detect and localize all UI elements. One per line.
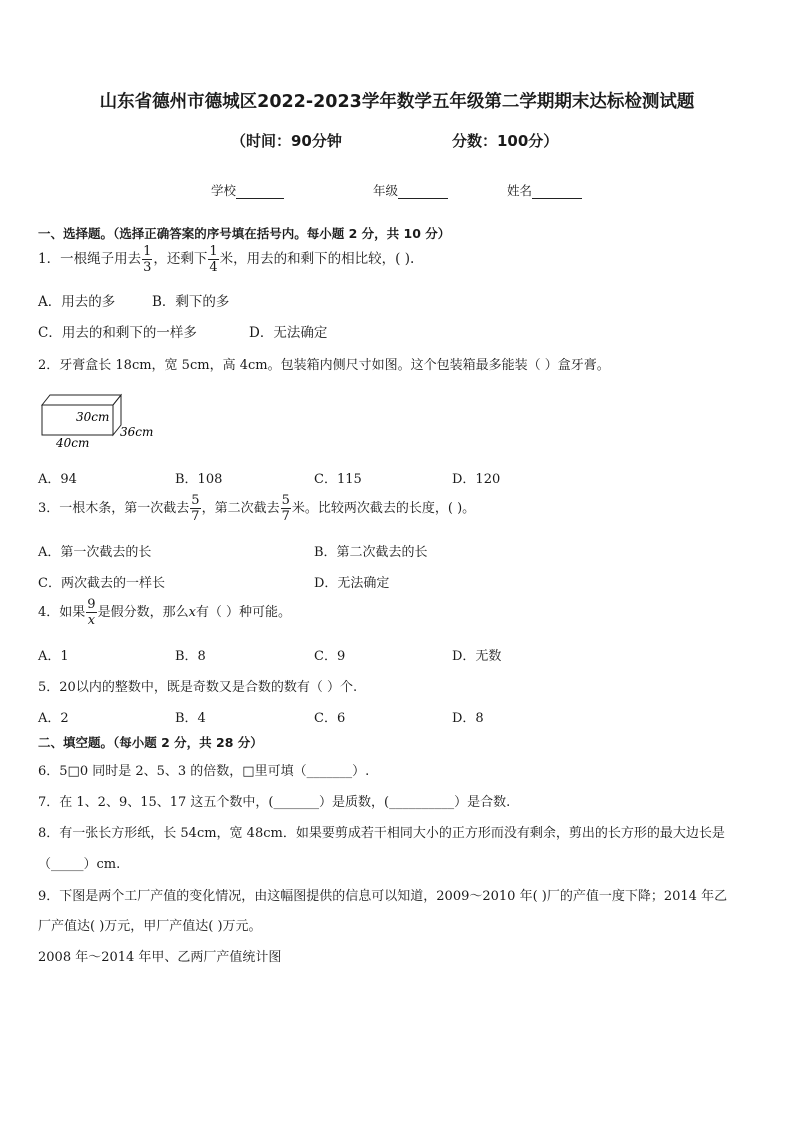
q3-fraction-1 xyxy=(190,494,200,523)
grade-blank xyxy=(398,185,448,199)
q4-frac-num: 9 xyxy=(87,597,96,612)
q4-option-b: B．8 xyxy=(175,649,206,664)
q4-variable: x xyxy=(188,605,196,620)
q3-fraction-2 xyxy=(281,494,291,523)
school-field xyxy=(211,181,284,199)
question-2: 2．牙膏盒长 18cm，宽 5cm，高 4cm。包装箱内侧尺寸如图。这个包装箱最多能装（ ）盒牙膏。 xyxy=(38,358,610,373)
q1-text-part1: 1．一根绳子用去 xyxy=(38,251,142,267)
section1-heading: 一、选择题。（选择正确答案的序号填在括号内。每小题 2 分，共 10 分） xyxy=(38,226,451,241)
q5-option-a: A．2 xyxy=(38,711,69,726)
q3-text-part2: ，第二次截去 xyxy=(201,501,280,516)
q3-frac1-den: 7 xyxy=(191,509,200,524)
q1-frac1-den: 3 xyxy=(143,260,152,275)
q3-option-a: A．第一次截去的长 xyxy=(38,545,152,560)
chart-caption: 2008 年～2014 年甲、乙两厂产值统计图 xyxy=(38,950,282,965)
q1-option-b: B．剩下的多 xyxy=(152,294,230,310)
q1-frac2-num: 1 xyxy=(209,244,218,259)
q1-fraction-1 xyxy=(142,245,152,274)
question-7: 7．在 1、2、9、15、17 这五个数中，(_______）是质数，(__________）是合数. xyxy=(38,795,511,810)
school-blank xyxy=(236,185,284,199)
question-3 xyxy=(38,494,475,523)
q3-frac2-num: 5 xyxy=(281,493,290,508)
question-5: 5．20以内的整数中，既是奇数又是合数的数有（ ）个. xyxy=(38,680,358,695)
q4-frac-den: x xyxy=(87,613,96,628)
q1-fraction-2 xyxy=(208,245,218,274)
q3-option-c: C．两次截去的一样长 xyxy=(38,576,165,591)
q1-frac1-num: 1 xyxy=(143,244,152,259)
grade-label: 年级 xyxy=(373,183,399,198)
box-width-label: 36cm xyxy=(120,425,154,439)
question-9-line2: 厂产值达( )万元，甲厂产值达( )万元。 xyxy=(38,919,262,934)
name-label: 姓名 xyxy=(507,183,533,198)
q3-option-d: D．无法确定 xyxy=(314,576,390,591)
q2-option-a: A．94 xyxy=(38,472,77,487)
box-figure xyxy=(38,393,168,453)
q2-option-b: B．108 xyxy=(175,472,223,487)
q3-text-part1: 3．一根木条，第一次截去 xyxy=(38,501,190,516)
q1-option-a: A．用去的多 xyxy=(38,294,116,310)
q3-option-b: B．第二次截去的长 xyxy=(314,545,428,560)
score-info: 分数：100分） xyxy=(452,132,559,150)
q4-option-d: D．无数 xyxy=(452,649,502,664)
box-height-label: 30cm xyxy=(76,410,110,424)
question-1 xyxy=(38,245,414,274)
q1-text-part3: 米，用去的和剩下的相比较，( ). xyxy=(219,251,415,267)
q2-option-d: D．120 xyxy=(452,472,501,487)
q5-option-d: D．8 xyxy=(452,711,484,726)
page-title: 山东省德州市德城区2022-2023学年数学五年级第二学期期末达标检测试题 xyxy=(99,92,695,112)
question-9-line1: 9．下图是两个工厂产值的变化情况，由这幅图提供的信息可以知道，2009～2010 年( )厂的产值一度下降；2014 年乙 xyxy=(38,889,728,904)
q4-text-part2: 是假分数，那么 xyxy=(97,605,189,620)
q3-frac2-den: 7 xyxy=(281,509,290,524)
question-6: 6．5□0 同时是 2、5、3 的倍数，□里可填（_______）. xyxy=(38,764,370,779)
question-8-line1: 8．有一张长方形纸，长 54cm，宽 48cm．如果要剪成若干相同大小的正方形而没有剩余，剪出的长方形的最大边长是 xyxy=(38,826,725,841)
q1-text-part2: ，还剩下 xyxy=(153,251,208,267)
q4-fraction xyxy=(86,598,96,627)
q4-text-part1: 4．如果 xyxy=(38,605,86,620)
q5-option-b: B．4 xyxy=(175,711,206,726)
question-8-line2: （_____）cm. xyxy=(38,857,121,872)
q4-option-a: A．1 xyxy=(38,649,69,664)
q1-option-c: C．用去的和剩下的一样多 xyxy=(38,325,197,341)
q5-option-c: C．6 xyxy=(314,711,346,726)
q2-option-c: C．115 xyxy=(314,472,362,487)
question-4 xyxy=(38,598,291,627)
grade-field xyxy=(373,181,448,199)
q1-frac2-den: 4 xyxy=(209,260,218,275)
name-field xyxy=(507,181,582,199)
school-label: 学校 xyxy=(211,183,237,198)
cuboid-diagram xyxy=(38,393,168,453)
q1-option-d: D．无法确定 xyxy=(249,325,328,341)
time-info: （时间：90分钟 xyxy=(231,132,342,150)
name-blank xyxy=(532,185,582,199)
q3-frac1-num: 5 xyxy=(191,493,200,508)
q3-text-part3: 米。比较两次截去的长度，( )。 xyxy=(291,501,476,516)
box-length-label: 40cm xyxy=(56,436,90,450)
section2-heading: 二、填空题。（每小题 2 分，共 28 分） xyxy=(38,735,263,750)
q4-option-c: C．9 xyxy=(314,649,346,664)
q4-text-part3: 有（ ）种可能。 xyxy=(195,605,292,620)
